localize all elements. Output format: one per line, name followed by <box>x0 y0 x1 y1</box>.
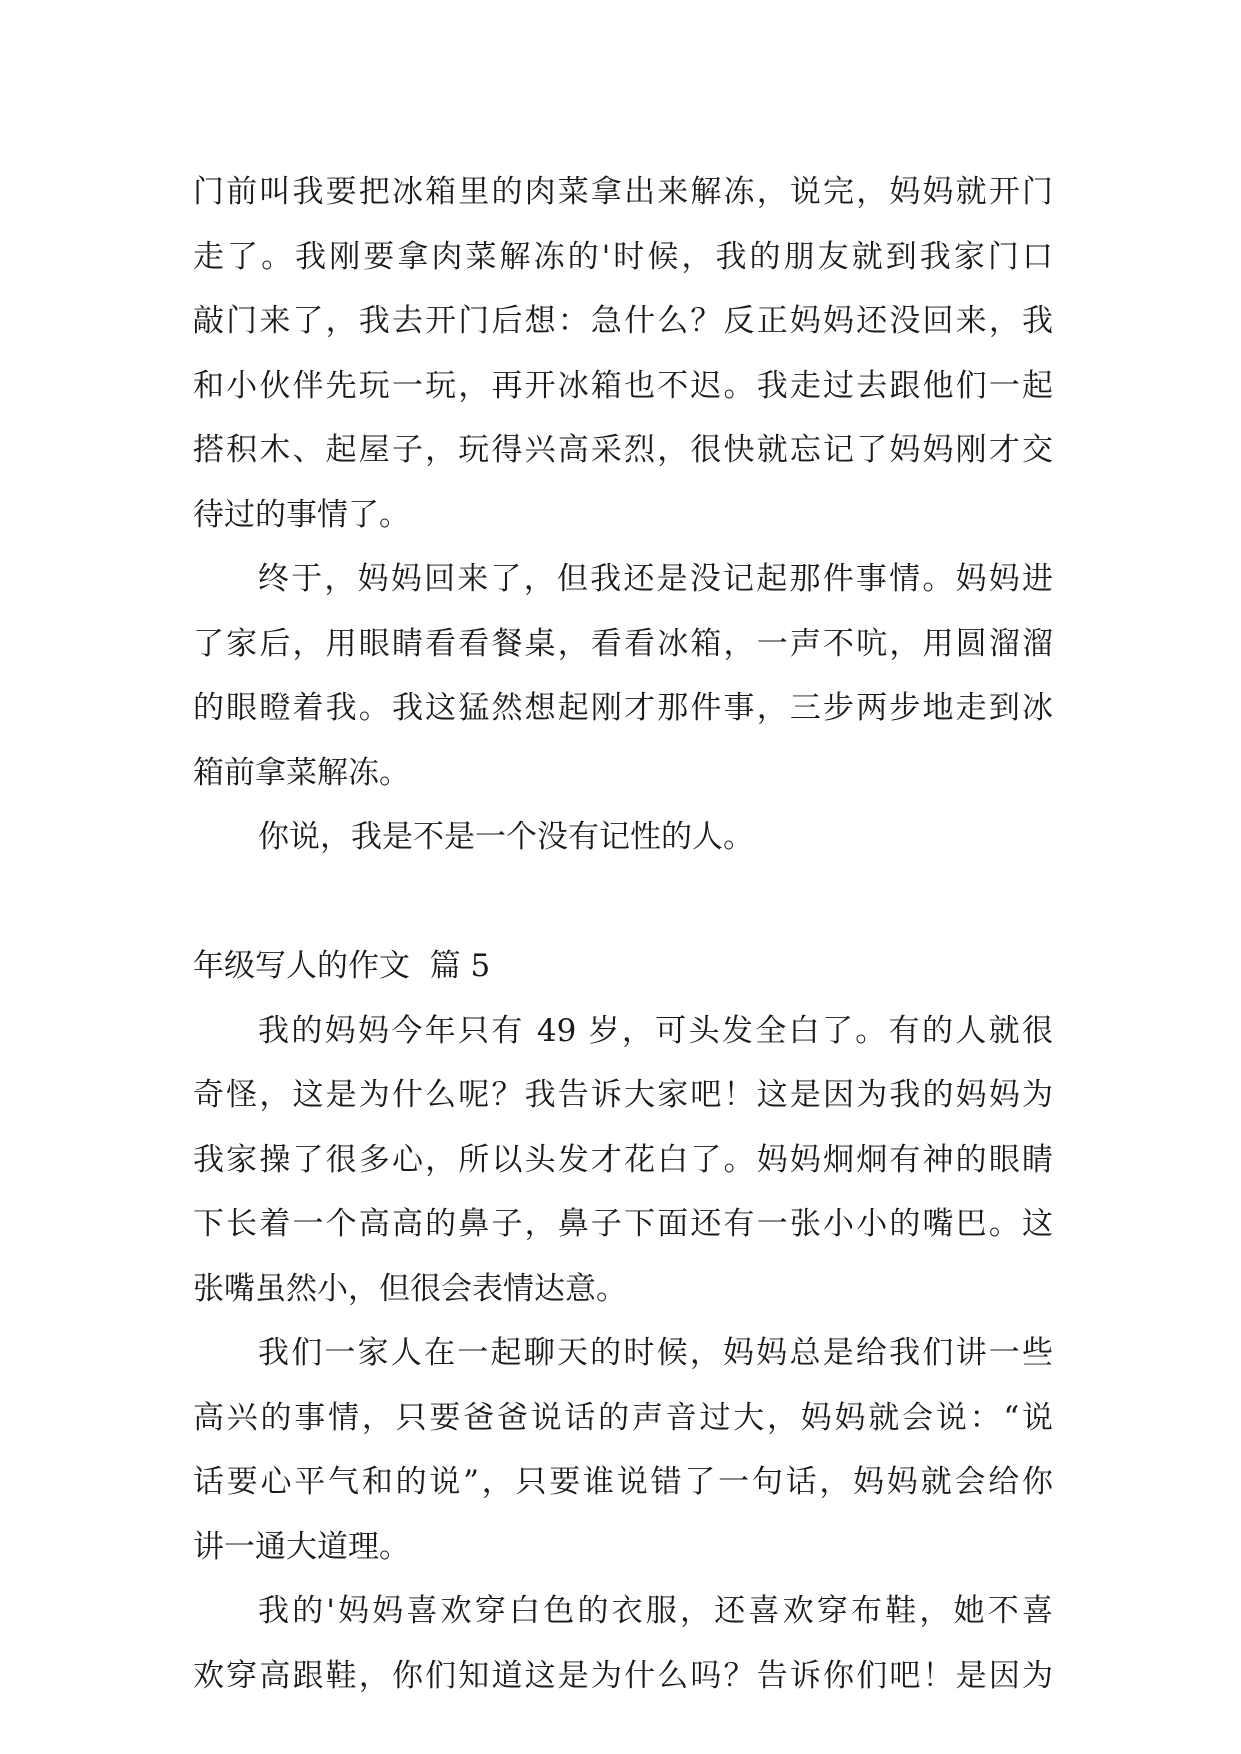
text-line: 高兴的事情，只要爸爸说话的声音过大，妈妈就会说：“说 <box>193 1399 1053 1436</box>
text-line: 讲一通大道理。 <box>193 1528 410 1565</box>
text-line: 我们一家人在一起聊天的时候，妈妈总是给我们讲一些 <box>258 1335 1053 1371</box>
text-line: 我家操了很多心，所以头发才花白了。妈妈炯炯有神的眼睛 <box>193 1141 1053 1178</box>
text-line: 下长着一个高高的鼻子，鼻子下面还有一张小小的嘴巴。这 <box>193 1206 1053 1242</box>
text-line: 的眼瞪着我。我这猛然想起刚才那件事，三步两步地走到冰 <box>193 690 1053 726</box>
paragraph <box>193 1321 1053 1579</box>
text-line: 门前叫我要把冰箱里的肉菜拿出来解冻，说完，妈妈就开门 <box>193 174 1053 210</box>
previous-section-body <box>193 160 1053 870</box>
paragraph <box>193 999 1053 1322</box>
text-line: 了家后，用眼睛看看餐桌，看看冰箱，一声不吭，用圆溜溜 <box>193 625 1053 662</box>
text-line: 我的妈妈今年只有 49 岁，可头发全白了。有的人就很 <box>258 1012 1053 1049</box>
paragraph <box>193 805 1053 870</box>
document-page <box>193 160 1053 1708</box>
text-line: 终于，妈妈回来了，但我还是没记起那件事情。妈妈进 <box>258 561 1053 597</box>
section-heading: 年级写人的作文 篇 5 <box>193 948 491 984</box>
text-line: 走了。我刚要拿肉菜解冻的'时候，我的朋友就到我家门口 <box>193 238 1053 275</box>
text-line: 待过的事情了。 <box>193 496 410 533</box>
text-line: 张嘴虽然小，但很会表情达意。 <box>193 1270 627 1307</box>
text-line: 你说，我是不是一个没有记性的人。 <box>258 819 754 855</box>
text-line: 话要心平气和的说”，只要谁说错了一句话，妈妈就会给你 <box>193 1464 1053 1500</box>
text-line: 搭积木、起屋子，玩得兴高采烈，很快就忘记了妈妈刚才交 <box>193 432 1053 468</box>
section-spacer <box>193 870 1053 935</box>
text-line: 我的'妈妈喜欢穿白色的衣服，还喜欢穿布鞋，她不喜 <box>258 1593 1053 1629</box>
text-line: 敲门来了，我去开门后想：急什么？反正妈妈还没回来，我 <box>193 303 1053 339</box>
paragraph <box>193 1579 1053 1708</box>
text-line: 奇怪，这是为什么呢？我告诉大家吧！这是因为我的妈妈为 <box>193 1077 1053 1113</box>
text-line: 和小伙伴先玩一玩，再开冰箱也不迟。我走过去跟他们一起 <box>193 367 1053 404</box>
section-5 <box>193 934 1053 1708</box>
paragraph <box>193 547 1053 805</box>
text-line: 欢穿高跟鞋，你们知道这是为什么吗？告诉你们吧！是因为 <box>193 1657 1053 1694</box>
text-line: 箱前拿菜解冻。 <box>193 754 410 791</box>
paragraph <box>193 160 1053 547</box>
